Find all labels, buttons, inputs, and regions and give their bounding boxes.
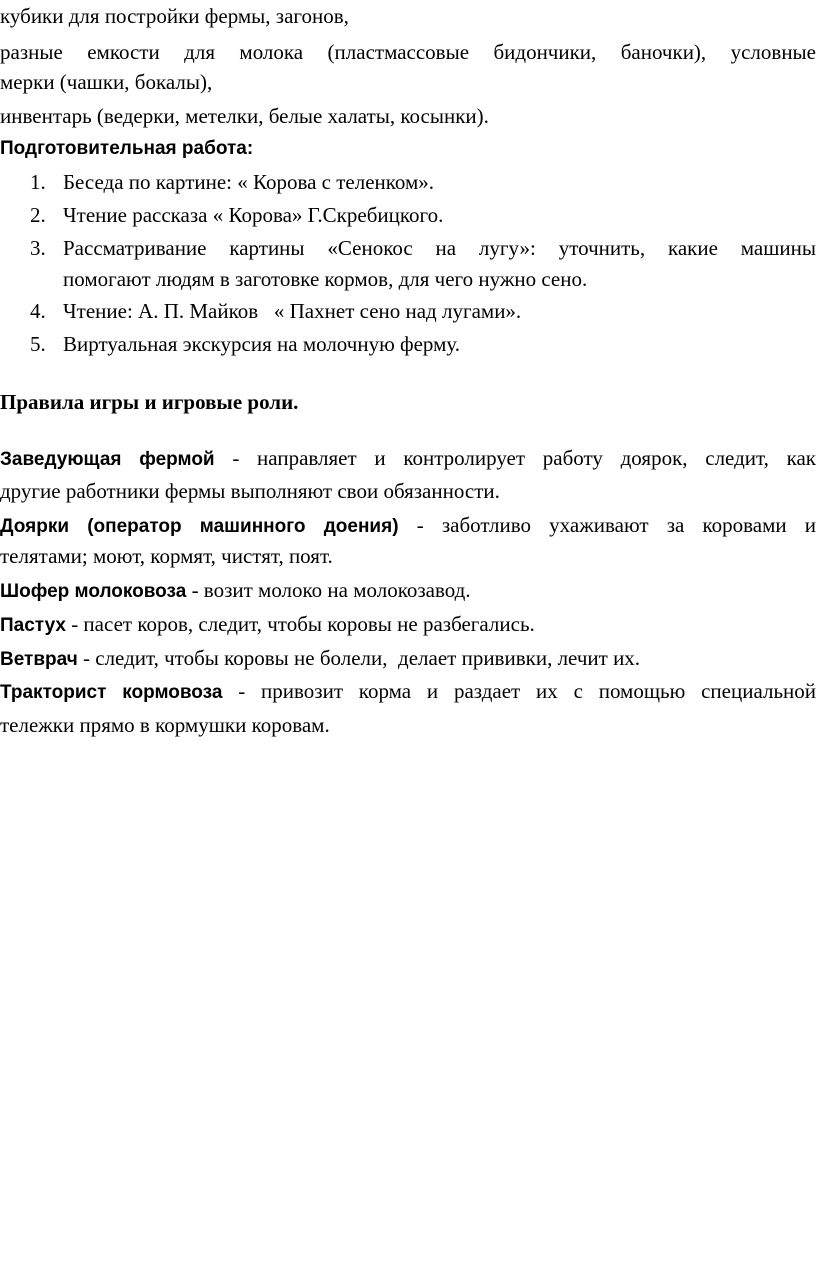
role-desc: - заботливо ухаживают за коровами и (398, 513, 816, 537)
materials-line-2 (0, 37, 816, 67)
prep-item-text-line2: помогают людям в заготовке кормов, для чего нужно сено. (63, 267, 588, 291)
prep-item-number: 5. (30, 332, 46, 356)
rules-heading: Правила игры и игровые роли. (0, 390, 299, 414)
materials-line-3: мерки (чашки, бокалы), (0, 70, 213, 94)
materials-line-1: кубики для постройки фермы, загонов, (0, 4, 349, 28)
prep-item-text-line1: Рассматривание картины «Сенокос на лугу»: уточнить, какие машины (63, 236, 816, 260)
role-tractor-driver (0, 676, 816, 706)
prep-item-text: Чтение рассказа « Корова» Г.Скребицкого. (63, 203, 444, 227)
role-driver (0, 575, 471, 607)
role-desc: - привозит корма и раздает их с помощью специальной (222, 679, 816, 703)
prep-item-number: 2. (30, 203, 46, 227)
role-manager (0, 443, 816, 473)
materials-line-4: инвентарь (ведерки, метелки, белые халаты, косынки). (0, 104, 489, 128)
prep-item-number: 1. (30, 170, 46, 194)
role-desc: - направляет и контролирует работу доярок, следит, как (214, 446, 816, 470)
role-manager-cont: другие работники фермы выполняют свои обязанности. (0, 479, 500, 503)
role-desc: - следит, чтобы коровы не болели, делает прививки, лечит их. (77, 646, 641, 670)
prep-item-number: 4. (30, 299, 46, 323)
prep-item-text: Виртуальная экскурсия на молочную ферму. (63, 332, 461, 356)
role-title: Шофер молоковоза (0, 581, 187, 602)
role-desc: - возит молоко на молокозавод. (186, 578, 471, 602)
role-shepherd (0, 609, 535, 641)
prep-heading: Подготовительная работа: (0, 138, 254, 159)
prep-item-text (63, 233, 816, 263)
role-milkmaids (0, 510, 816, 540)
role-title: Доярки (оператор машинного доения) (0, 516, 399, 537)
prep-item-text: Чтение: А. П. Майков « Пахнет сено над лугами». (63, 299, 522, 323)
role-tractor-driver-cont: тележки прямо в кормушки коровам. (0, 713, 330, 737)
prep-item-text: Беседа по картине: « Корова с теленком». (63, 170, 435, 194)
materials-line-2-text: разные емкости для молока (пластмассовые бидончики, баночки), условные (0, 40, 816, 64)
role-vet (0, 643, 640, 675)
prep-item-number: 3. (30, 236, 46, 260)
role-title: Пастух (0, 615, 66, 636)
role-title: Ветврач (0, 649, 78, 670)
role-title: Заведующая фермой (0, 449, 215, 470)
role-title: Тракторист кормовоза (0, 682, 223, 703)
role-milkmaids-cont: телятами; моют, кормят, чистят, поят. (0, 544, 333, 568)
role-desc: - пасет коров, следит, чтобы коровы не разбегались. (65, 612, 535, 636)
